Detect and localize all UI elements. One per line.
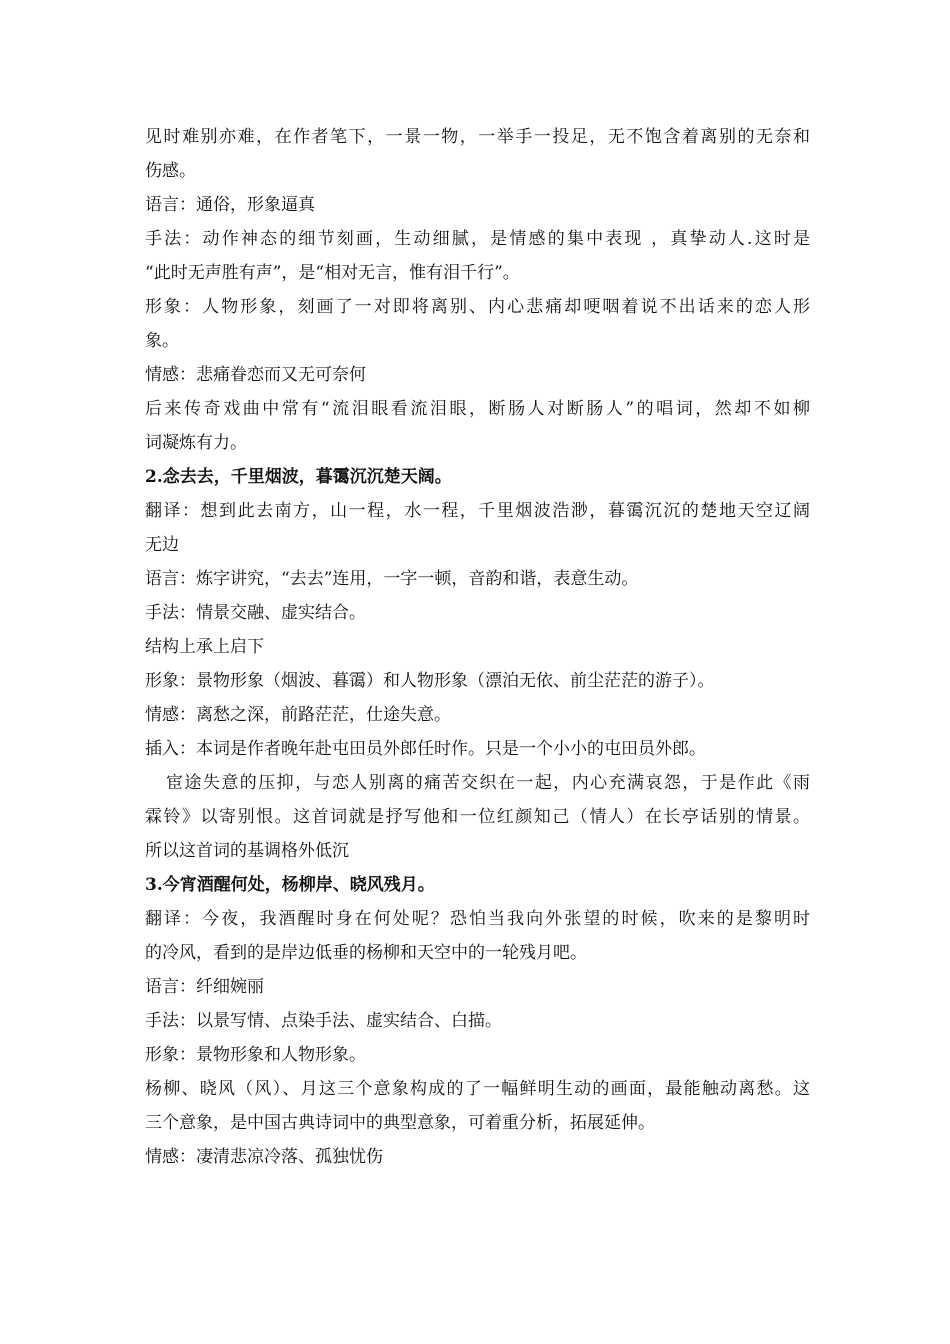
text-line: 手法：情景交融、虚实结合。 — [145, 603, 366, 623]
text-line: 语言：纤细婉丽 — [145, 977, 264, 997]
section-heading: 3.今宵酒醒何处，杨柳岸、晓风残月。 — [145, 875, 435, 895]
text-line: 杨柳、晓风（风）、月这三个意象构成的了一幅鲜明生动的画面，最能触动离愁。这 — [145, 1079, 810, 1099]
text-line: 霖铃》以寄别恨。这首词就是抒写他和一位红颜知己（情人）在长亭话别的情景。 — [145, 807, 810, 827]
text-line: 的冷风，看到的是岸边低垂的杨柳和天空中的一轮残月吧。 — [145, 943, 587, 963]
text-line: 插入：本词是作者晚年赴屯田员外郎任时作。只是一个小小的屯田员外郎。 — [145, 739, 706, 759]
text-line: 情感：悲痛眷恋而又无可奈何 — [145, 365, 366, 385]
text-line: 翻译：想到此去南方，山一程，水一程，千里烟波浩渺，暮霭沉沉的楚地天空辽阔 — [145, 501, 810, 521]
document-page — [145, 120, 810, 1174]
text-line: 形象：景物形象（烟波、暮霭）和人物形象（漂泊无依、前尘茫茫的游子）。 — [145, 671, 715, 691]
text-line: 三个意象，是中国古典诗词中的典型意象，可着重分析，拓展延伸。 — [145, 1113, 655, 1133]
text-line: 词凝炼有力。 — [145, 433, 247, 453]
text-line: 伤感。 — [145, 161, 196, 181]
text-line: 手法：动作神态的细节刻画，生动细腻，是情感的集中表现 ，真挚动人.这时是 — [145, 229, 810, 249]
text-line: 形象：景物形象和人物形象。 — [145, 1045, 366, 1065]
text-line: 语言：炼字讲究，“去去”连用，一字一顿，音韵和谐，表意生动。 — [145, 569, 639, 589]
text-line: 情感：凄清悲凉冷落、孤独忧伤 — [145, 1147, 383, 1167]
text-line: 形象：人物形象，刻画了一对即将离别、内心悲痛却哽咽着说不出话来的恋人形 — [145, 297, 810, 317]
text-line: 后来传奇戏曲中常有“流泪眼看流泪眼，断肠人对断肠人”的唱词，然却不如柳 — [145, 399, 810, 419]
text-line: 语言：通俗，形象逼真 — [145, 195, 315, 215]
text-line: 所以这首词的基调格外低沉 — [145, 841, 349, 861]
text-line: 结构上承上启下 — [145, 637, 264, 657]
section-heading: 2.念去去，千里烟波，暮霭沉沉楚天阔。 — [145, 467, 452, 487]
text-line: 无边 — [145, 535, 179, 555]
text-line: “此时无声胜有声”，是“相对无言，惟有泪千行”。 — [145, 263, 520, 283]
text-line: 情感：离愁之深，前路茫茫，仕途失意。 — [145, 705, 451, 725]
text-line: 象。 — [145, 331, 179, 351]
text-line: 宦途失意的压抑，与恋人别离的痛苦交织在一起，内心充满哀怨，于是作此《雨 — [166, 773, 810, 793]
text-line: 手法：以景写情、点染手法、虚实结合、白描。 — [145, 1011, 502, 1031]
text-line: 翻译：今夜，我酒醒时身在何处呢？恐怕当我向外张望的时候，吹来的是黎明时 — [145, 909, 810, 929]
text-line: 见时难别亦难，在作者笔下，一景一物，一举手一投足，无不饱含着离别的无奈和 — [145, 127, 810, 147]
